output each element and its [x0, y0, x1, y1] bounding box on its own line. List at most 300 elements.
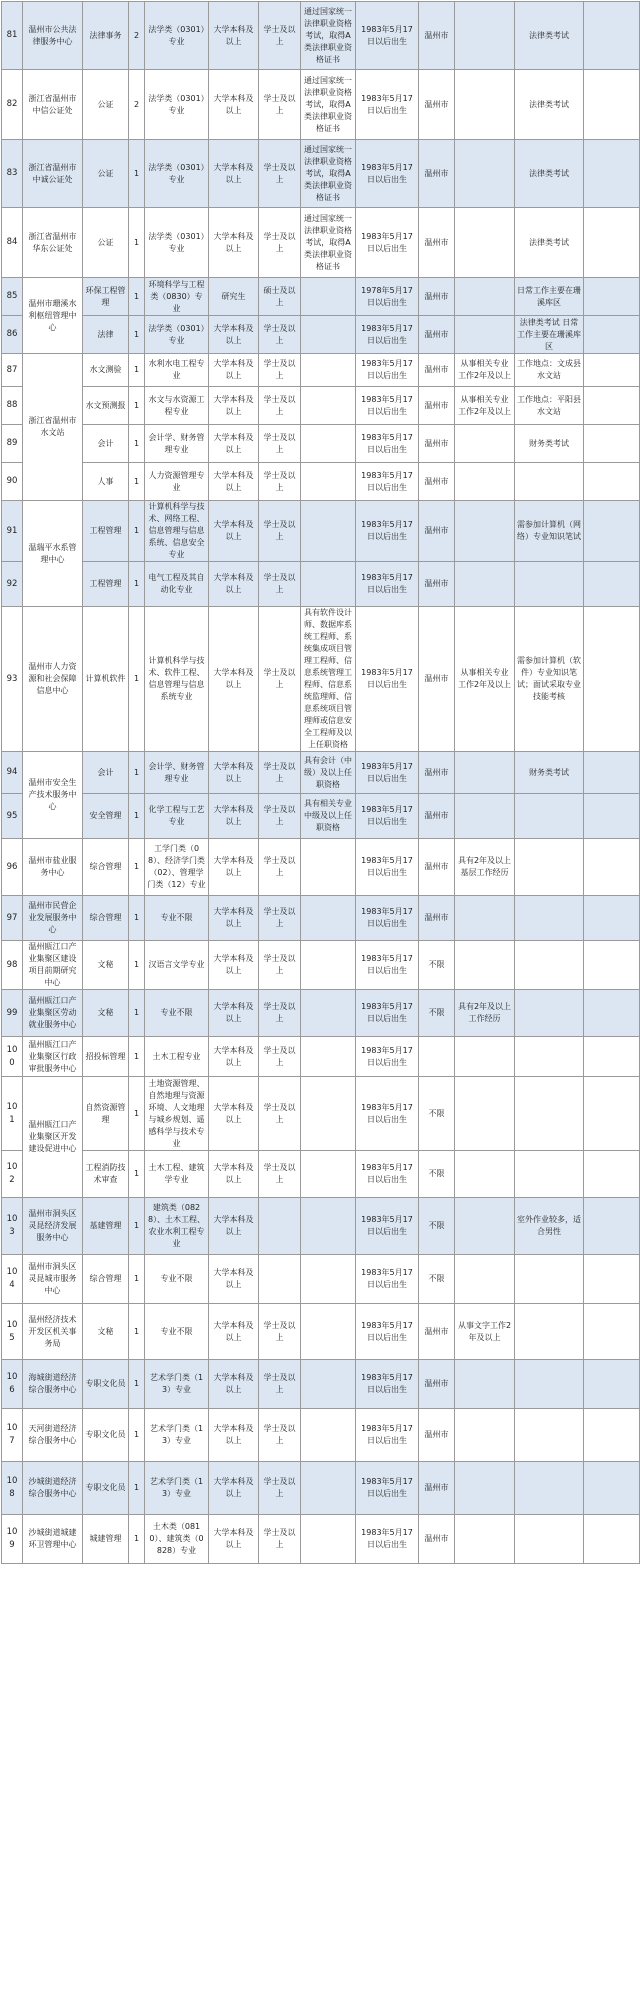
- residence-cell: 温州市: [419, 1360, 455, 1409]
- remarks-cell: 需参加计算机（网络）专业知识笔试: [515, 501, 584, 562]
- extra-column-cell: [584, 2, 640, 70]
- major-requirement-cell: 法学类（0301）专业: [145, 70, 209, 140]
- qualification-cell: 具有相关专业中级及以上任职资格: [301, 794, 356, 839]
- remarks-cell: [515, 1360, 584, 1409]
- experience-cell: [455, 425, 515, 463]
- education-cell: 大学本科及以上: [209, 1304, 259, 1360]
- degree-cell: 学士及以上: [259, 501, 301, 562]
- row-number-cell: 86: [2, 316, 23, 354]
- major-requirement-cell: 水利水电工程专业: [145, 354, 209, 387]
- remarks-cell: [515, 941, 584, 990]
- table-row: [2, 1304, 640, 1360]
- extra-column-cell: [584, 501, 640, 562]
- degree-cell: [259, 1255, 301, 1304]
- headcount-cell: 1: [129, 278, 145, 316]
- age-requirement-cell: 1983年5月17日以后出生: [356, 1409, 419, 1462]
- education-cell: 大学本科及以上: [209, 316, 259, 354]
- headcount-cell: 1: [129, 1360, 145, 1409]
- position-name-cell: 会计: [83, 752, 129, 794]
- headcount-cell: 1: [129, 990, 145, 1037]
- age-requirement-cell: 1983年5月17日以后出生: [356, 839, 419, 896]
- education-cell: 大学本科及以上: [209, 463, 259, 501]
- position-name-cell: 基建管理: [83, 1198, 129, 1255]
- position-name-cell: 安全管理: [83, 794, 129, 839]
- education-cell: 大学本科及以上: [209, 607, 259, 752]
- position-name-cell: 专职文化员: [83, 1462, 129, 1515]
- degree-cell: 学士及以上: [259, 463, 301, 501]
- qualification-cell: [301, 278, 356, 316]
- remarks-cell: 法律类考试: [515, 140, 584, 208]
- headcount-cell: 1: [129, 1198, 145, 1255]
- position-name-cell: 文秘: [83, 941, 129, 990]
- table-row: [2, 990, 640, 1037]
- residence-cell: 温州市: [419, 354, 455, 387]
- age-requirement-cell: 1983年5月17日以后出生: [356, 1151, 419, 1198]
- unit-name-cell: 温州市人力资源和社会保障信息中心: [23, 607, 83, 752]
- qualification-cell: 通过国家统一法律职业资格考试，取得A类法律职业资格证书: [301, 140, 356, 208]
- position-name-cell: 计算机软件: [83, 607, 129, 752]
- qualification-cell: [301, 562, 356, 607]
- remarks-cell: 财务类考试: [515, 752, 584, 794]
- residence-cell: 温州市: [419, 839, 455, 896]
- qualification-cell: [301, 1255, 356, 1304]
- degree-cell: 学士及以上: [259, 387, 301, 425]
- major-requirement-cell: 土木类（0810）、建筑类（0828）专业: [145, 1515, 209, 1564]
- degree-cell: 学士及以上: [259, 1151, 301, 1198]
- qualification-cell: [301, 387, 356, 425]
- residence-cell: 温州市: [419, 2, 455, 70]
- qualification-cell: [301, 1077, 356, 1151]
- age-requirement-cell: 1983年5月17日以后出生: [356, 140, 419, 208]
- remarks-cell: 需参加计算机（软件）专业知识笔试；面试采取专业技能考核: [515, 607, 584, 752]
- position-name-cell: 专职文化员: [83, 1409, 129, 1462]
- table-row: [2, 1151, 640, 1198]
- unit-name-cell: 温州市洞头区灵昆城市服务中心: [23, 1255, 83, 1304]
- residence-cell: 温州市: [419, 1462, 455, 1515]
- age-requirement-cell: 1983年5月17日以后出生: [356, 941, 419, 990]
- major-requirement-cell: 环境科学与工程类（0830）专业: [145, 278, 209, 316]
- unit-name-cell: 温瑞平水系管理中心: [23, 501, 83, 607]
- extra-column-cell: [584, 1360, 640, 1409]
- education-cell: 大学本科及以上: [209, 1077, 259, 1151]
- residence-cell: 不限: [419, 1151, 455, 1198]
- remarks-cell: [515, 1409, 584, 1462]
- extra-column-cell: [584, 1515, 640, 1564]
- qualification-cell: [301, 316, 356, 354]
- remarks-cell: 室外作业较多，适合男性: [515, 1198, 584, 1255]
- table-row: [2, 1515, 640, 1564]
- age-requirement-cell: 1983年5月17日以后出生: [356, 1462, 419, 1515]
- experience-cell: [455, 70, 515, 140]
- age-requirement-cell: 1983年5月17日以后出生: [356, 1515, 419, 1564]
- major-requirement-cell: 法学类（0301）专业: [145, 316, 209, 354]
- unit-name-cell: 温州瓯江口产业集聚区劳动就业服务中心: [23, 990, 83, 1037]
- remarks-cell: [515, 1462, 584, 1515]
- headcount-cell: 1: [129, 839, 145, 896]
- remarks-cell: [515, 1304, 584, 1360]
- age-requirement-cell: 1983年5月17日以后出生: [356, 2, 419, 70]
- headcount-cell: 1: [129, 562, 145, 607]
- extra-column-cell: [584, 208, 640, 278]
- table-row: [2, 387, 640, 425]
- table-row: [2, 1409, 640, 1462]
- remarks-cell: [515, 896, 584, 941]
- position-name-cell: 水文预测报: [83, 387, 129, 425]
- education-cell: 大学本科及以上: [209, 896, 259, 941]
- position-name-cell: 公证: [83, 140, 129, 208]
- education-cell: 大学本科及以上: [209, 1198, 259, 1255]
- major-requirement-cell: 艺术学门类（13）专业: [145, 1409, 209, 1462]
- age-requirement-cell: 1983年5月17日以后出生: [356, 354, 419, 387]
- position-name-cell: 工程消防技术审查: [83, 1151, 129, 1198]
- age-requirement-cell: 1983年5月17日以后出生: [356, 316, 419, 354]
- table-row: [2, 501, 640, 562]
- degree-cell: 硕士及以上: [259, 278, 301, 316]
- degree-cell: 学士及以上: [259, 1360, 301, 1409]
- position-name-cell: 文秘: [83, 1304, 129, 1360]
- row-number-cell: 108: [2, 1462, 23, 1515]
- position-name-cell: 法律: [83, 316, 129, 354]
- extra-column-cell: [584, 839, 640, 896]
- degree-cell: 学士及以上: [259, 794, 301, 839]
- major-requirement-cell: 人力资源管理专业: [145, 463, 209, 501]
- extra-column-cell: [584, 354, 640, 387]
- remarks-cell: [515, 794, 584, 839]
- degree-cell: 学士及以上: [259, 839, 301, 896]
- headcount-cell: 1: [129, 896, 145, 941]
- row-number-cell: 87: [2, 354, 23, 387]
- major-requirement-cell: 法学类（0301）专业: [145, 2, 209, 70]
- row-number-cell: 93: [2, 607, 23, 752]
- extra-column-cell: [584, 1077, 640, 1151]
- row-number-cell: 95: [2, 794, 23, 839]
- extra-column-cell: [584, 1198, 640, 1255]
- row-number-cell: 94: [2, 752, 23, 794]
- table-row: [2, 1255, 640, 1304]
- headcount-cell: 1: [129, 1077, 145, 1151]
- residence-cell: 不限: [419, 941, 455, 990]
- remarks-cell: [515, 990, 584, 1037]
- education-cell: 大学本科及以上: [209, 70, 259, 140]
- extra-column-cell: [584, 1462, 640, 1515]
- qualification-cell: 具有会计（中级）及以上任职资格: [301, 752, 356, 794]
- major-requirement-cell: 土木工程、建筑学专业: [145, 1151, 209, 1198]
- degree-cell: 学士及以上: [259, 1515, 301, 1564]
- extra-column-cell: [584, 1409, 640, 1462]
- qualification-cell: [301, 1409, 356, 1462]
- remarks-cell: 法律类考试: [515, 2, 584, 70]
- position-name-cell: 人事: [83, 463, 129, 501]
- education-cell: 大学本科及以上: [209, 501, 259, 562]
- major-requirement-cell: 艺术学门类（13）专业: [145, 1462, 209, 1515]
- degree-cell: 学士及以上: [259, 896, 301, 941]
- experience-cell: [455, 501, 515, 562]
- experience-cell: [455, 278, 515, 316]
- education-cell: 大学本科及以上: [209, 990, 259, 1037]
- residence-cell: 温州市: [419, 896, 455, 941]
- qualification-cell: 通过国家统一法律职业资格考试，取得A类法律职业资格证书: [301, 2, 356, 70]
- extra-column-cell: [584, 607, 640, 752]
- qualification-cell: [301, 1360, 356, 1409]
- degree-cell: 学士及以上: [259, 752, 301, 794]
- age-requirement-cell: 1983年5月17日以后出生: [356, 208, 419, 278]
- age-requirement-cell: 1983年5月17日以后出生: [356, 1255, 419, 1304]
- residence-cell: 温州市: [419, 425, 455, 463]
- qualification-cell: [301, 1037, 356, 1077]
- row-number-cell: 88: [2, 387, 23, 425]
- extra-column-cell: [584, 1037, 640, 1077]
- unit-name-cell: 温州市公共法律服务中心: [23, 2, 83, 70]
- residence-cell: 温州市: [419, 607, 455, 752]
- residence-cell: 温州市: [419, 70, 455, 140]
- qualification-cell: [301, 896, 356, 941]
- table-row: [2, 1077, 640, 1151]
- unit-name-cell: 温州瓯江口产业集聚区建设项目前期研究中心: [23, 941, 83, 990]
- row-number-cell: 84: [2, 208, 23, 278]
- row-number-cell: 85: [2, 278, 23, 316]
- extra-column-cell: [584, 1151, 640, 1198]
- unit-name-cell: 海城街道经济综合服务中心: [23, 1360, 83, 1409]
- table-row: [2, 941, 640, 990]
- table-row: [2, 1198, 640, 1255]
- experience-cell: 从事相关专业工作2年及以上: [455, 387, 515, 425]
- major-requirement-cell: 专业不限: [145, 990, 209, 1037]
- table-row: [2, 896, 640, 941]
- remarks-cell: 日常工作主要在珊溪库区: [515, 278, 584, 316]
- extra-column-cell: [584, 425, 640, 463]
- education-cell: 大学本科及以上: [209, 1151, 259, 1198]
- row-number-cell: 107: [2, 1409, 23, 1462]
- experience-cell: 从事相关专业工作2年及以上: [455, 607, 515, 752]
- position-name-cell: 综合管理: [83, 896, 129, 941]
- headcount-cell: 1: [129, 463, 145, 501]
- degree-cell: 学士及以上: [259, 354, 301, 387]
- headcount-cell: 1: [129, 1462, 145, 1515]
- age-requirement-cell: 1983年5月17日以后出生: [356, 70, 419, 140]
- residence-cell: 温州市: [419, 501, 455, 562]
- extra-column-cell: [584, 463, 640, 501]
- major-requirement-cell: 土地资源管理、自然地理与资源环境、人文地理与城乡规划、遥感科学与技术专业: [145, 1077, 209, 1151]
- experience-cell: [455, 1255, 515, 1304]
- extra-column-cell: [584, 941, 640, 990]
- experience-cell: [455, 316, 515, 354]
- position-name-cell: 专职文化员: [83, 1360, 129, 1409]
- position-name-cell: 招投标管理: [83, 1037, 129, 1077]
- degree-cell: 学士及以上: [259, 140, 301, 208]
- qualification-cell: [301, 425, 356, 463]
- major-requirement-cell: 土木工程专业: [145, 1037, 209, 1077]
- row-number-cell: 102: [2, 1151, 23, 1198]
- age-requirement-cell: 1983年5月17日以后出生: [356, 794, 419, 839]
- experience-cell: 从事文字工作2年及以上: [455, 1304, 515, 1360]
- row-number-cell: 106: [2, 1360, 23, 1409]
- remarks-cell: 工作地点：平阳县水文站: [515, 387, 584, 425]
- education-cell: 大学本科及以上: [209, 140, 259, 208]
- experience-cell: [455, 2, 515, 70]
- degree-cell: 学士及以上: [259, 1462, 301, 1515]
- qualification-cell: [301, 501, 356, 562]
- age-requirement-cell: 1978年5月17日以后出生: [356, 278, 419, 316]
- table-row: [2, 70, 640, 140]
- position-name-cell: 工程管理: [83, 562, 129, 607]
- table-row: [2, 316, 640, 354]
- headcount-cell: 1: [129, 794, 145, 839]
- unit-name-cell: 温州市珊溪水利枢纽管理中心: [23, 278, 83, 354]
- unit-name-cell: 浙江省温州市中信公证处: [23, 70, 83, 140]
- position-name-cell: 环保工程管理: [83, 278, 129, 316]
- row-number-cell: 96: [2, 839, 23, 896]
- extra-column-cell: [584, 990, 640, 1037]
- residence-cell: 温州市: [419, 752, 455, 794]
- age-requirement-cell: 1983年5月17日以后出生: [356, 1198, 419, 1255]
- qualification-cell: [301, 354, 356, 387]
- unit-name-cell: 温州市洞头区灵昆经济发展服务中心: [23, 1198, 83, 1255]
- headcount-cell: 1: [129, 140, 145, 208]
- remarks-cell: 工作地点：文成县水文站: [515, 354, 584, 387]
- major-requirement-cell: 法学类（0301）专业: [145, 140, 209, 208]
- degree-cell: 学士及以上: [259, 1409, 301, 1462]
- headcount-cell: 2: [129, 2, 145, 70]
- table-row: [2, 1360, 640, 1409]
- row-number-cell: 103: [2, 1198, 23, 1255]
- qualification-cell: [301, 463, 356, 501]
- residence-cell: 温州市: [419, 1409, 455, 1462]
- qualification-cell: 通过国家统一法律职业资格考试，取得A类法律职业资格证书: [301, 208, 356, 278]
- headcount-cell: 1: [129, 1037, 145, 1077]
- table-row: [2, 1462, 640, 1515]
- table-row: [2, 839, 640, 896]
- row-number-cell: 99: [2, 990, 23, 1037]
- table-row: [2, 2, 640, 70]
- major-requirement-cell: 化学工程与工艺专业: [145, 794, 209, 839]
- extra-column-cell: [584, 562, 640, 607]
- age-requirement-cell: 1983年5月17日以后出生: [356, 562, 419, 607]
- major-requirement-cell: 汉语言文学专业: [145, 941, 209, 990]
- education-cell: 大学本科及以上: [209, 794, 259, 839]
- unit-name-cell: 浙江省温州市华东公证处: [23, 208, 83, 278]
- remarks-cell: 法律类考试: [515, 208, 584, 278]
- residence-cell: 温州市: [419, 387, 455, 425]
- major-requirement-cell: 水文与水资源工程专业: [145, 387, 209, 425]
- experience-cell: [455, 1037, 515, 1077]
- experience-cell: [455, 752, 515, 794]
- unit-name-cell: 温州经济技术开发区机关事务局: [23, 1304, 83, 1360]
- position-name-cell: 文秘: [83, 990, 129, 1037]
- headcount-cell: 1: [129, 607, 145, 752]
- age-requirement-cell: 1983年5月17日以后出生: [356, 1360, 419, 1409]
- degree-cell: 学士及以上: [259, 425, 301, 463]
- row-number-cell: 82: [2, 70, 23, 140]
- row-number-cell: 97: [2, 896, 23, 941]
- qualification-cell: [301, 839, 356, 896]
- degree-cell: 学士及以上: [259, 70, 301, 140]
- row-number-cell: 109: [2, 1515, 23, 1564]
- residence-cell: 不限: [419, 1255, 455, 1304]
- residence-cell: 温州市: [419, 1304, 455, 1360]
- unit-name-cell: 浙江省温州市中诚公证处: [23, 140, 83, 208]
- row-number-cell: 81: [2, 2, 23, 70]
- residence-cell: 不限: [419, 1077, 455, 1151]
- education-cell: 大学本科及以上: [209, 2, 259, 70]
- position-name-cell: 自然资源管理: [83, 1077, 129, 1151]
- position-name-cell: 会计: [83, 425, 129, 463]
- residence-cell: 温州市: [419, 140, 455, 208]
- major-requirement-cell: 计算机科学与技术、软件工程、信息管理与信息系统专业: [145, 607, 209, 752]
- major-requirement-cell: 工学门类（08）、经济学门类（02）、管理学门类（12）专业: [145, 839, 209, 896]
- degree-cell: 学士及以上: [259, 1077, 301, 1151]
- unit-name-cell: 温州瓯江口产业集聚区开发建设促进中心: [23, 1077, 83, 1198]
- table-row: [2, 278, 640, 316]
- major-requirement-cell: 会计学、财务管理专业: [145, 752, 209, 794]
- position-name-cell: 公证: [83, 208, 129, 278]
- headcount-cell: 1: [129, 752, 145, 794]
- row-number-cell: 89: [2, 425, 23, 463]
- extra-column-cell: [584, 70, 640, 140]
- headcount-cell: 1: [129, 387, 145, 425]
- major-requirement-cell: 建筑类（0828）、土木工程、农业水利工程专业: [145, 1198, 209, 1255]
- age-requirement-cell: 1983年5月17日以后出生: [356, 387, 419, 425]
- qualification-cell: 通过国家统一法律职业资格考试，取得A类法律职业资格证书: [301, 70, 356, 140]
- remarks-cell: 法律类考试: [515, 70, 584, 140]
- qualification-cell: [301, 1151, 356, 1198]
- residence-cell: 温州市: [419, 316, 455, 354]
- extra-column-cell: [584, 752, 640, 794]
- age-requirement-cell: 1983年5月17日以后出生: [356, 607, 419, 752]
- major-requirement-cell: 法学类（0301）专业: [145, 208, 209, 278]
- experience-cell: [455, 1515, 515, 1564]
- experience-cell: 具有2年及以上工作经历: [455, 990, 515, 1037]
- remarks-cell: [515, 1515, 584, 1564]
- table-row: [2, 354, 640, 387]
- headcount-cell: 1: [129, 1409, 145, 1462]
- remarks-cell: [515, 1255, 584, 1304]
- experience-cell: [455, 794, 515, 839]
- headcount-cell: 1: [129, 425, 145, 463]
- degree-cell: 学士及以上: [259, 1037, 301, 1077]
- experience-cell: [455, 1151, 515, 1198]
- headcount-cell: 1: [129, 208, 145, 278]
- row-number-cell: 98: [2, 941, 23, 990]
- row-number-cell: 92: [2, 562, 23, 607]
- degree-cell: 学士及以上: [259, 2, 301, 70]
- major-requirement-cell: 计算机科学与技术、网络工程、信息管理与信息系统、信息安全专业: [145, 501, 209, 562]
- age-requirement-cell: 1983年5月17日以后出生: [356, 425, 419, 463]
- unit-name-cell: 温州瓯江口产业集聚区行政审批服务中心: [23, 1037, 83, 1077]
- headcount-cell: 1: [129, 1515, 145, 1564]
- degree-cell: 学士及以上: [259, 607, 301, 752]
- qualification-cell: [301, 1515, 356, 1564]
- unit-name-cell: 浙江省温州市水文站: [23, 354, 83, 501]
- extra-column-cell: [584, 387, 640, 425]
- major-requirement-cell: 艺术学门类（13）专业: [145, 1360, 209, 1409]
- education-cell: 大学本科及以上: [209, 1515, 259, 1564]
- education-cell: 大学本科及以上: [209, 941, 259, 990]
- age-requirement-cell: 1983年5月17日以后出生: [356, 752, 419, 794]
- degree-cell: [259, 1198, 301, 1255]
- position-name-cell: 水文测验: [83, 354, 129, 387]
- qualification-cell: [301, 1304, 356, 1360]
- remarks-cell: [515, 839, 584, 896]
- age-requirement-cell: 1983年5月17日以后出生: [356, 1304, 419, 1360]
- age-requirement-cell: 1983年5月17日以后出生: [356, 463, 419, 501]
- degree-cell: 学士及以上: [259, 941, 301, 990]
- residence-cell: 温州市: [419, 794, 455, 839]
- unit-name-cell: 沙城街道城建环卫管理中心: [23, 1515, 83, 1564]
- education-cell: 大学本科及以上: [209, 1462, 259, 1515]
- age-requirement-cell: 1983年5月17日以后出生: [356, 990, 419, 1037]
- experience-cell: 从事相关专业工作2年及以上: [455, 354, 515, 387]
- experience-cell: [455, 1360, 515, 1409]
